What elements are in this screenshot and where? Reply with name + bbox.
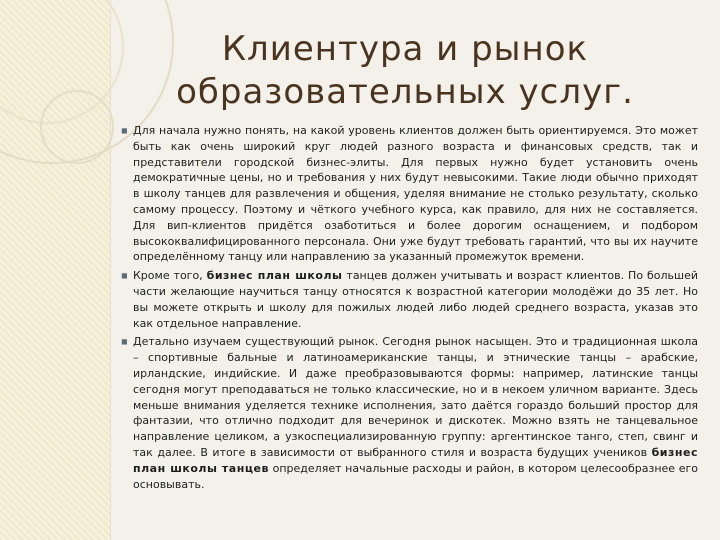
bullet-icon: ◼ [121, 337, 128, 347]
title-line-1: Клиентура и рынок [221, 29, 589, 69]
bullet-item-2 [120, 268, 698, 331]
bullet-icon: ◼ [121, 271, 128, 281]
bullet-text: Для начала нужно понять, на какой уровень клиентов должен быть ориентируемся. Это может быть как очень широкий круг людей разного возраста и финансовых средств, так и представители городской бизнес-элиты. Для первых нужно будет установить очень демократичные цены, но и требования у них будут невысокими. Такие люди обычно приходят в школу танцев для развлечения и общения, уделяя внимание не столько результату, сколько самому процессу. Поэтому и чёткого учебного курса, как правило, для них не составляется. Для вип-клиентов придётся озаботиться и более дорогим оснащением, и подбором высококвалифицированного персонала. Они уже будут требовать гарантий, что вы их научите определённому танцу или направлению за указанный промежуток времени. [133, 124, 698, 264]
bullet-list [120, 123, 698, 495]
bullet-text-bold: бизнес план школы [206, 269, 343, 283]
bullet-text-pre: Кроме того, [133, 269, 203, 283]
bullet-text-post: танцев должен учитывать и возраст клиентов. По большей части желающие научиться танцу относятся к возрастной категории молодёжи до 35 лет. Но вы можете открыть и школу для пожилых людей либо людей среднего возраста, указав это как отдельное направление. [133, 269, 698, 330]
bullet-icon: ◼ [121, 126, 128, 135]
bullet-text-post: определяет начальные расходы и район, в котором целесообразнее его основывать. [133, 461, 699, 491]
decorative-circle [40, 90, 114, 164]
bullet-text-bold: бизнес план школы танцев [133, 445, 698, 475]
bullet-item-3 [120, 334, 698, 492]
bullet-text-pre: Детально изучаем существующий рынок. Сегодня рынок насыщен. Это и традиционная школа – спортивные бальные и латиноамериканские танцы, и этнические танцы – арабские, ирландские, индийские. И даже преобразовываются формы: например, латинские танцы сегодня могут преподаваться не только классические, но и в некоем уличном варианте. Здесь меньше внимания уделяется технике исполнения, зато даётся гораздо больший простор для фантазии, что отлично подходит для вечеринок и дискотек. Можно взять не танцевальное направление целиком, а узкоспециализированную группу: аргентинское танго, степ, свинг и так далее. В итоге в зависимости от выбранного стиля и возраста будущих учеников [133, 335, 698, 459]
bullet-item-1 [120, 123, 698, 265]
slide-title [140, 28, 670, 114]
title-line-2: образовательных услуг. [176, 72, 634, 112]
